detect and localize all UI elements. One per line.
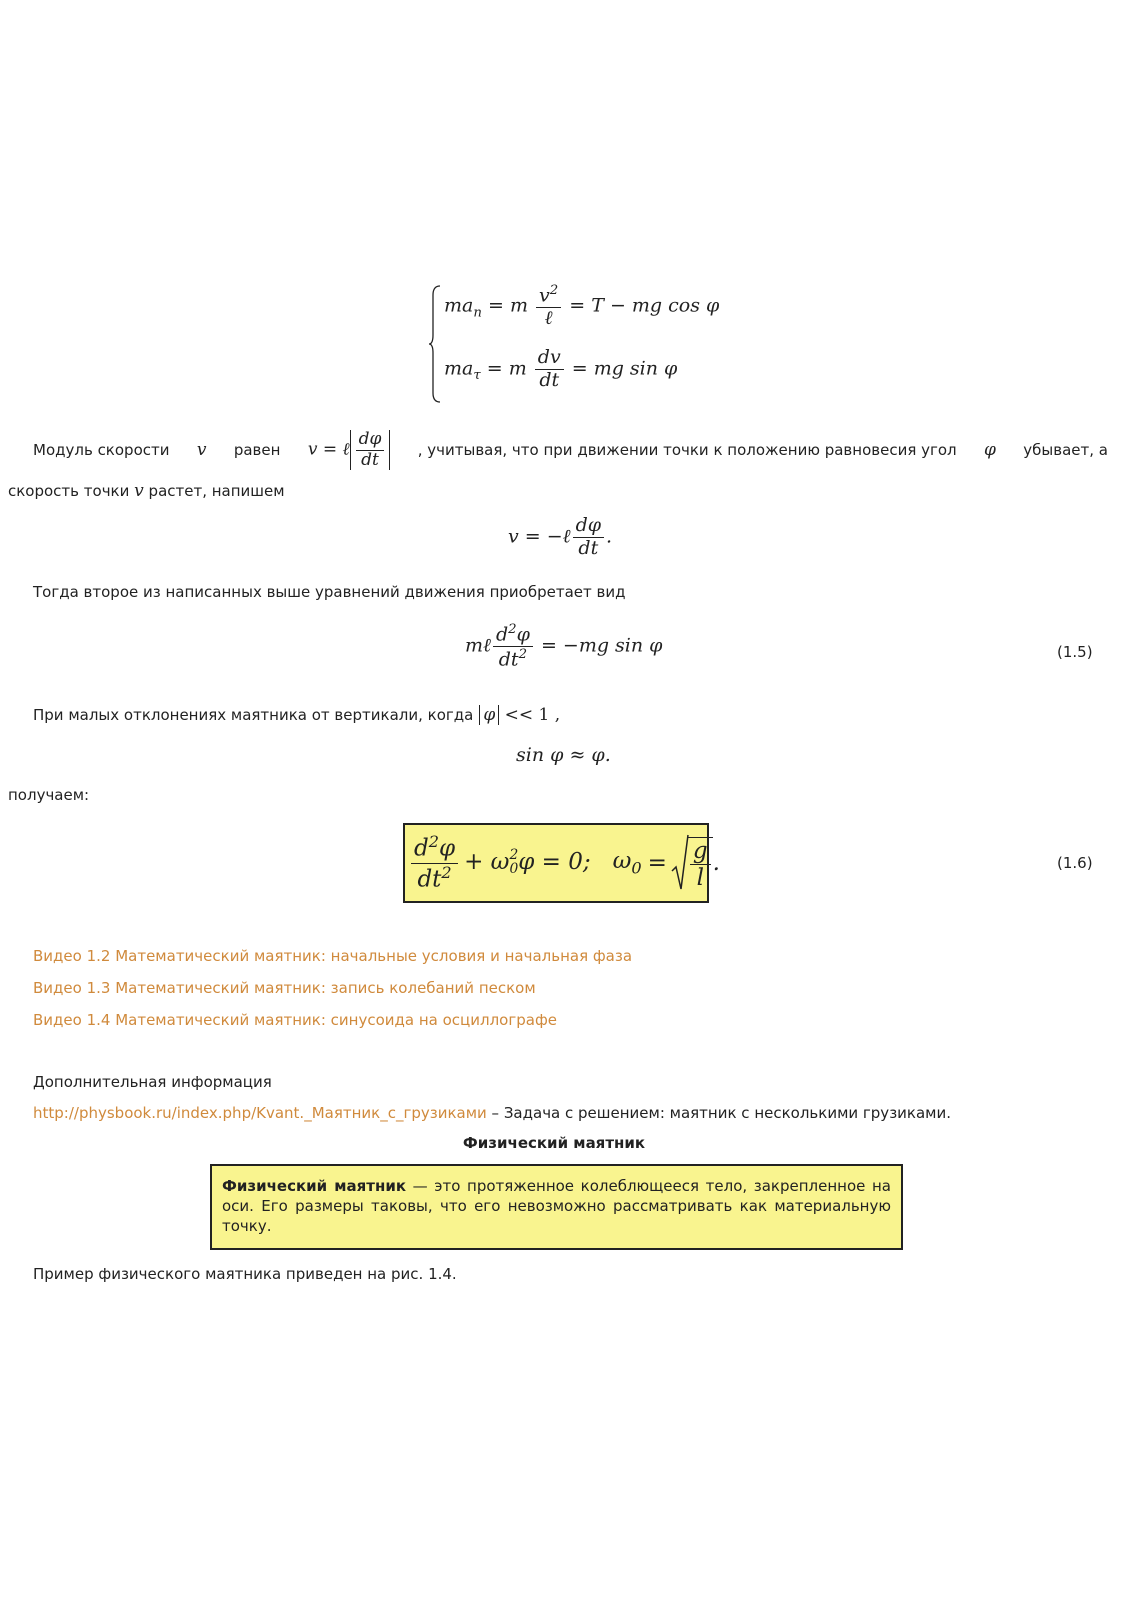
additional-info-line: http://physbook.ru/index.php/Kvant._Маятник_с_грузиками – Задача с решением: маятник с несколькими грузиками. xyxy=(33,1104,951,1122)
system-line-1: $ma_n = m$ $\frac{v^2}{\text{ℓ}}$ = T − mg cos φ xyxy=(444,283,720,330)
paragraph-second-equation: Тогда второе из написанных выше уравнений движения приобретает вид xyxy=(33,583,626,601)
equation-velocity: v = −ℓ $\frac{d\varphi}{dt}$ . xyxy=(508,514,613,559)
system-line-2: $ma_\tau = m$ $\frac{dv}{dt}$ = mg sin φ xyxy=(444,346,678,391)
section-title: Физический маятник xyxy=(462,1134,646,1152)
paragraph-small-deviations: При малых отклонениях маятника от вертикали, когда φ << 1 , xyxy=(33,705,561,725)
equation-1-6-box xyxy=(403,823,720,903)
equation-label-1-5: (1.5) xyxy=(1057,643,1093,661)
paragraph-speed-modulus-line2: скорость точки v растет, напишем xyxy=(8,481,285,501)
equation-1-6: $\frac{d^2\varphi}{dt^2}$ + ω 2 0 φ = 0; $\omega_0$ = $\frac{g}{l}$ . xyxy=(409,829,720,897)
equation-sin-approx: sin φ ≈ φ. xyxy=(516,744,611,766)
definition-box xyxy=(210,1164,903,1250)
paragraph-speed-modulus: Модуль скорости v равен v = ℓ $\frac{d\varphi}{dt}$ , учитывая, что при движении точки к положению равновесия угол φ убывает, а xyxy=(33,428,1108,470)
physbook-link[interactable]: http://physbook.ru/index.php/Kvant._Маятник_с_грузиками xyxy=(33,1104,487,1122)
definition-text: — это протяженное колеблющееся тело, закрепленное на оси. Его размеры таковы, что его невозможно рассматривать как материальную точку. xyxy=(222,1177,891,1235)
video-link-1-2[interactable]: Видео 1.2 Математический маятник: начальные условия и начальная фаза xyxy=(33,947,633,965)
equation-1-5: mℓ $\frac{d^2\varphi}{dt^2}$ = −mg sin φ xyxy=(465,622,663,671)
sqrt-sign xyxy=(671,833,689,893)
video-link-1-4[interactable]: Видео 1.4 Математический маятник: синусоида на осциллографе xyxy=(33,1011,558,1029)
paragraph-obtain: получаем: xyxy=(8,786,90,804)
additional-info-heading: Дополнительная информация xyxy=(33,1073,272,1091)
paragraph-example: Пример физического маятника приведен на рис. 1.4. xyxy=(33,1265,457,1283)
left-brace xyxy=(428,285,442,403)
definition-term: Физический маятник xyxy=(222,1177,407,1195)
video-link-1-3[interactable]: Видео 1.3 Математический маятник: запись колебаний песком xyxy=(33,979,536,997)
equation-label-1-6: (1.6) xyxy=(1057,854,1093,872)
equation-system xyxy=(428,283,720,403)
